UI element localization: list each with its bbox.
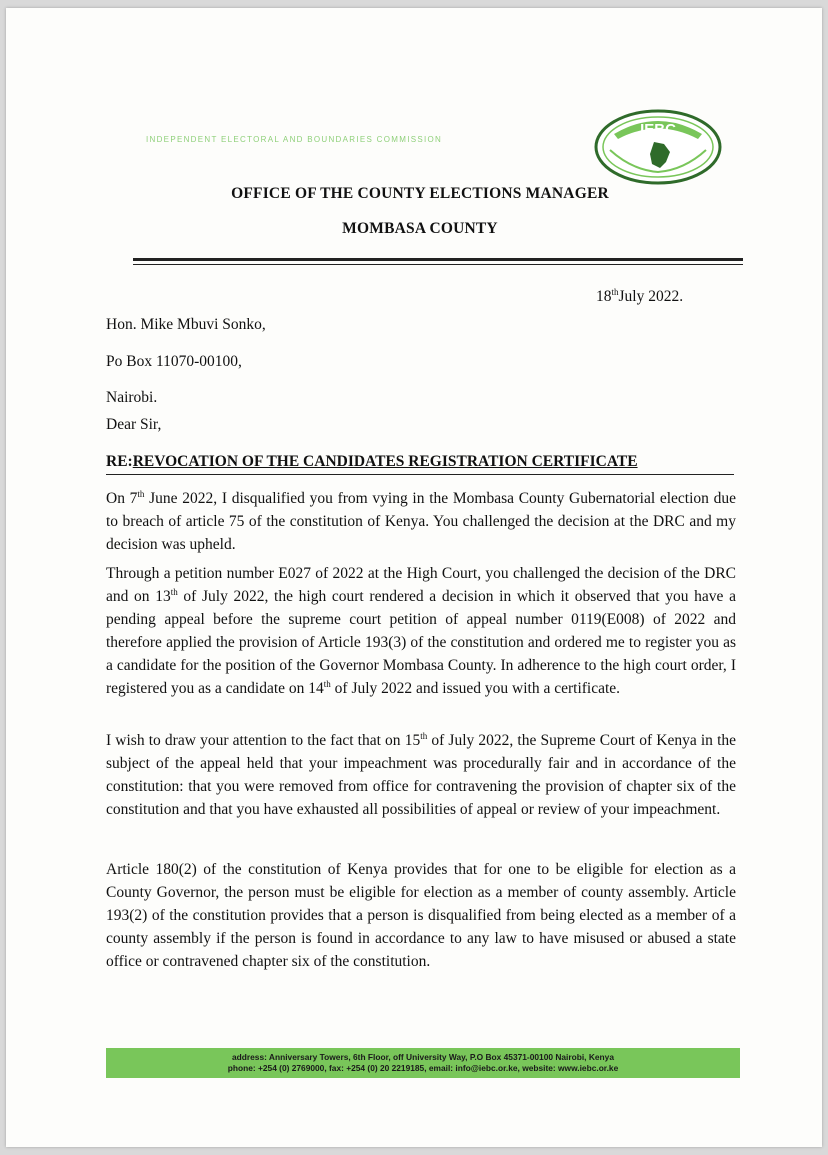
- subject-line: [106, 453, 638, 471]
- paragraph-4: Article 180(2) of the constitution of Kenya provides that for one to be eligible for election as a County Governor, the person must be eligible for election as a member of county assembly. Article 193(2) of the constitution provides that a person is disqualified from being elected as a member of a county assembly if the person is found in accordance to any law to have misused or abused a state office or contravened chapter six of the constitution.: [106, 861, 736, 970]
- logo-text: IEBC: [640, 121, 676, 138]
- recipient-box: Po Box 11070-00100,: [106, 353, 242, 370]
- subject-title: REVOCATION OF THE CANDIDATES REGISTRATION CERTIFICATE: [132, 453, 638, 470]
- footer-contacts: phone: +254 (0) 2769000, fax: +254 (0) 20 2219185, email: info@iebc.or.ke, website: www.iebc.or.ke: [227, 1063, 619, 1073]
- paragraph-2: Through a petition number E027 of 2022 at the High Court, you challenged the decision of the DRC and on 13th of July 2022, the high court rendered a decision in which it observed that you have a pending appeal before the supreme court petition of appeal number 0119(E008) of 2022 and therefore applied the provision of Article 193(3) of the constitution and ordered me to register you as a candidate for the position of the Governor Mombasa County. In adherence to the high court order, I registered you as a candidate on 14th of July 2022 and issued you with a certificate.: [106, 565, 736, 697]
- footer-address: address: Anniversary Towers, 6th Floor, off University Way, P.O Box 45371-00100 Nairobi, Kenya: [232, 1052, 614, 1062]
- subject-prefix: RE:: [106, 453, 133, 470]
- paragraph-1: On 7th June 2022, I disqualified you from vying in the Mombasa County Gubernatorial election due to breach of article 75 of the constitution of Kenya. You challenged the decision at the DRC and my decision was upheld.: [106, 488, 736, 553]
- commission-name: INDEPENDENT ELECTORAL AND BOUNDARIES COMMISSION: [146, 135, 443, 144]
- header-rule-thin: [133, 264, 743, 265]
- letter-page: [6, 8, 822, 1147]
- footer-contact-bar: [106, 1048, 740, 1078]
- paragraph-3: I wish to draw your attention to the fact that on 15th of July 2022, the Supreme Court of Kenya in the subject of the appeal held that your impeachment was procedurally fair and in accordance of the constitution: that you were removed from office for contravening the provision of chapter six of the constitution and that you have exhausted all possibilities of appeal or review of your impeachment.: [106, 730, 736, 818]
- recipient-name: Hon. Mike Mbuvi Sonko,: [106, 316, 266, 333]
- county-title: MOMBASA COUNTY: [342, 220, 498, 237]
- salutation: Dear Sir,: [106, 416, 162, 433]
- letter-date: 18thJuly 2022.: [596, 286, 684, 305]
- subject-rule: [106, 474, 734, 475]
- office-title: OFFICE OF THE COUNTY ELECTIONS MANAGER: [231, 185, 609, 202]
- iebc-logo-icon: [592, 106, 724, 188]
- recipient-city: Nairobi.: [106, 389, 158, 406]
- header-rule: [133, 258, 743, 261]
